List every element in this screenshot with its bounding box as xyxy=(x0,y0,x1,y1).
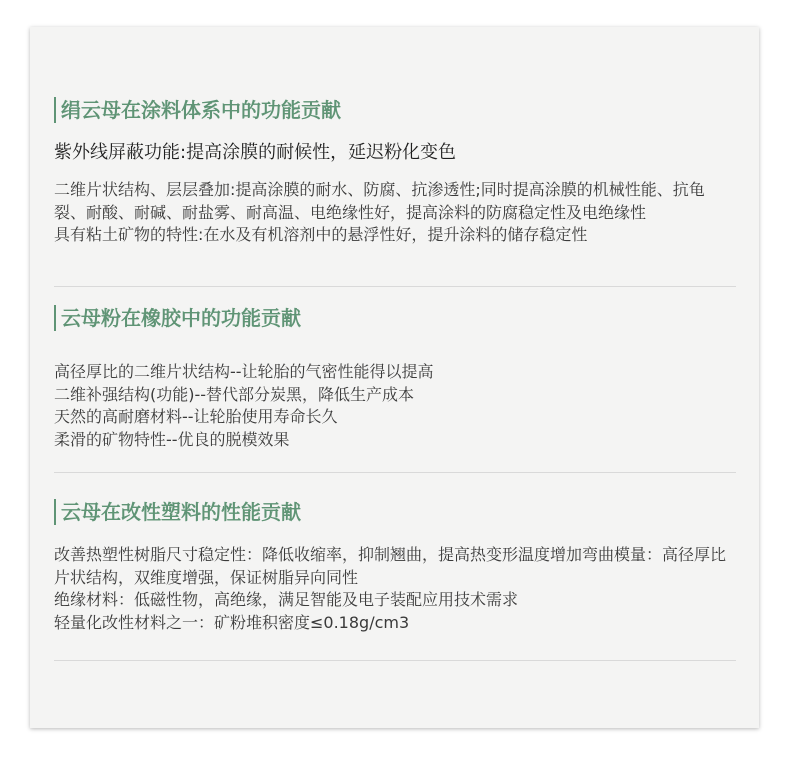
body-line: 具有粘土矿物的特性:在水及有机溶剂中的悬浮性好，提升涂料的储存稳定性 xyxy=(54,225,588,244)
section-subtitle: 紫外线屏蔽功能:提高涂膜的耐候性，延迟粉化变色 xyxy=(54,142,457,163)
body-line: 轻量化改性材料之一：矿粉堆积密度≤0.18g/cm3 xyxy=(54,612,410,632)
body-line: 二维片状结构、层层叠加:提高涂膜的耐水、防腐、抗渗透性;同时提高涂膜的机械性能、抗龟裂、耐酸、耐碱、耐盐雾、耐高温、电绝缘性好，提高涂料的防腐稳定性及电绝缘性 xyxy=(54,180,705,222)
divider xyxy=(54,286,736,287)
section-body xyxy=(54,179,736,247)
divider xyxy=(54,472,736,473)
section-heading: 绢云母在涂料体系中的功能贡献 xyxy=(54,97,341,123)
body-line: 柔滑的矿物特性--优良的脱模效果 xyxy=(54,429,290,449)
body-line: 绝缘材料：低磁性物，高绝缘，满足智能及电子装配应用技术需求 xyxy=(54,590,519,609)
body-line: 高径厚比的二维片状结构--让轮胎的气密性能得以提高 xyxy=(54,362,434,381)
body-line: 改善热塑性树脂尺寸稳定性：降低收缩率，抑制翘曲，提高热变形温度增加弯曲模量：高径厚比片状结构，双维度增强，保证树脂异向同性 xyxy=(54,545,727,587)
body-line: 天然的高耐磨材料--让轮胎使用寿命长久 xyxy=(54,407,338,426)
section-heading: 云母粉在橡胶中的功能贡献 xyxy=(54,305,301,331)
body-line: 二维补强结构(功能)--替代部分炭黑，降低生产成本 xyxy=(54,384,415,404)
section-heading: 云母在改性塑料的性能贡献 xyxy=(54,499,301,525)
section-body xyxy=(54,544,736,634)
divider xyxy=(54,660,736,661)
content-card xyxy=(30,27,759,728)
section-body xyxy=(54,361,736,451)
